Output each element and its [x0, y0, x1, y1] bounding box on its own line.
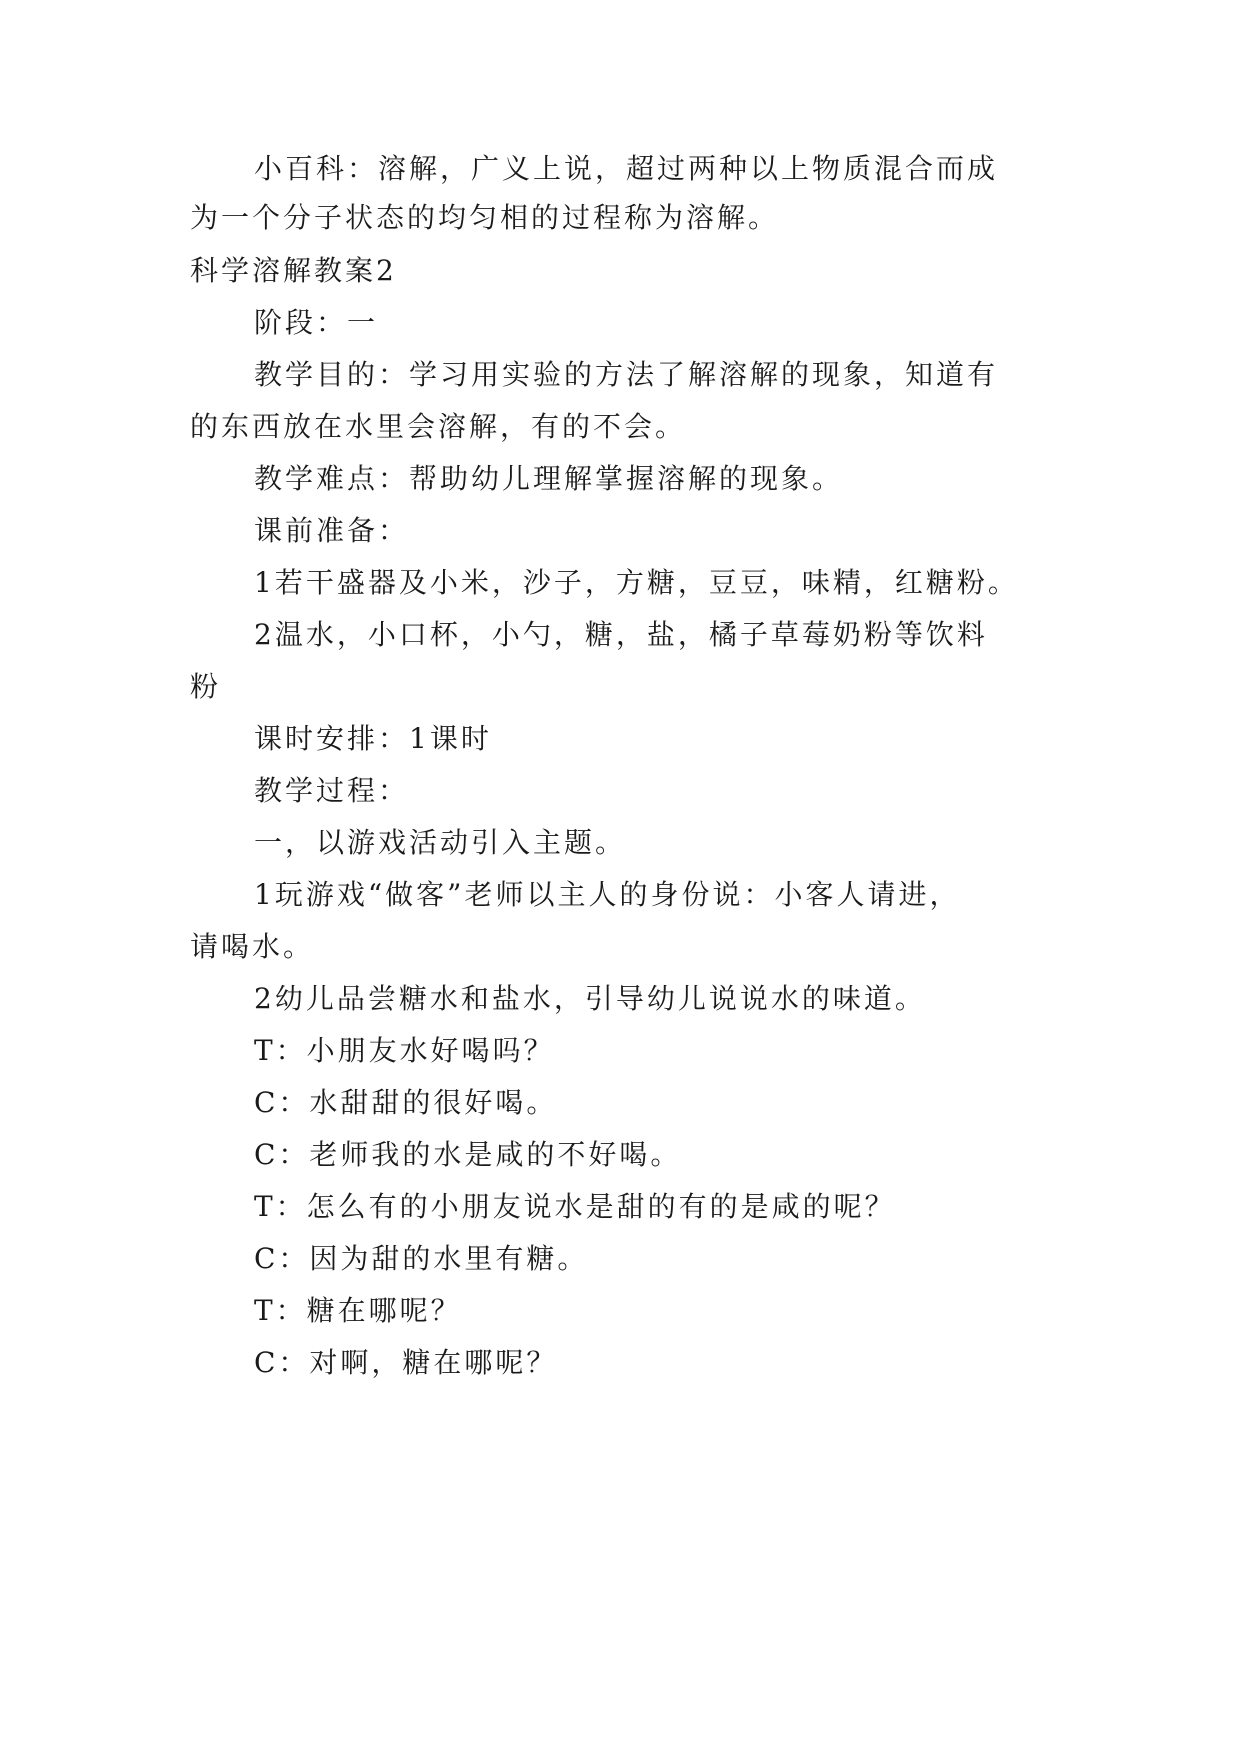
teaching-goal-line-2: 的东西放在水里会溶解，有的不会。 — [190, 410, 687, 443]
preparation-item-2-line-1: 2温水，小口杯，小勺，糖，盐，橘子草莓奶粉等饮料 — [254, 618, 988, 651]
dialogue-line-7: C：对啊，糖在哪呢？ — [254, 1346, 558, 1379]
dialogue-line-5: C：因为甜的水里有糖。 — [254, 1242, 589, 1275]
paragraph-encyclopedia-line-2: 为一个分子状态的均匀相的过程称为溶解。 — [190, 201, 780, 234]
preparation-heading: 课前准备： — [254, 514, 410, 547]
dialogue-line-3: C：老师我的水是咸的不好喝。 — [254, 1138, 682, 1171]
dialogue-line-4: T：怎么有的小朋友说水是甜的有的是咸的呢？ — [254, 1190, 896, 1223]
teaching-goal-line-1: 教学目的：学习用实验的方法了解溶解的现象，知道有 — [254, 358, 999, 391]
process-heading: 教学过程： — [254, 774, 410, 807]
stage-line: 阶段：一 — [254, 306, 379, 339]
game-line-2: 请喝水。 — [190, 930, 315, 963]
dialogue-line-6: T：糖在哪呢？ — [254, 1294, 462, 1327]
paragraph-encyclopedia-line-1: 小百科：溶解，广义上说，超过两种以上物质混合而成 — [254, 152, 999, 185]
dialogue-line-1: T：小朋友水好喝吗？ — [254, 1034, 555, 1067]
tasting-line: 2幼儿品尝糖水和盐水，引导幼儿说说水的味道。 — [254, 982, 926, 1015]
section-heading: 科学溶解教案2 — [190, 254, 397, 287]
process-step-1: 一，以游戏活动引入主题。 — [254, 826, 627, 859]
schedule-line: 课时安排：1课时 — [254, 722, 492, 755]
dialogue-line-2: C：水甜甜的很好喝。 — [254, 1086, 558, 1119]
game-line-1: 1玩游戏“做客”老师以主人的身份说：小客人请进， — [254, 878, 961, 911]
preparation-item-2-line-2: 粉 — [190, 670, 222, 703]
preparation-item-1: 1若干盛器及小米，沙子，方糖，豆豆，味精，红糖粉。 — [254, 566, 1019, 599]
teaching-difficulty-line: 教学难点：帮助幼儿理解掌握溶解的现象。 — [254, 462, 844, 495]
